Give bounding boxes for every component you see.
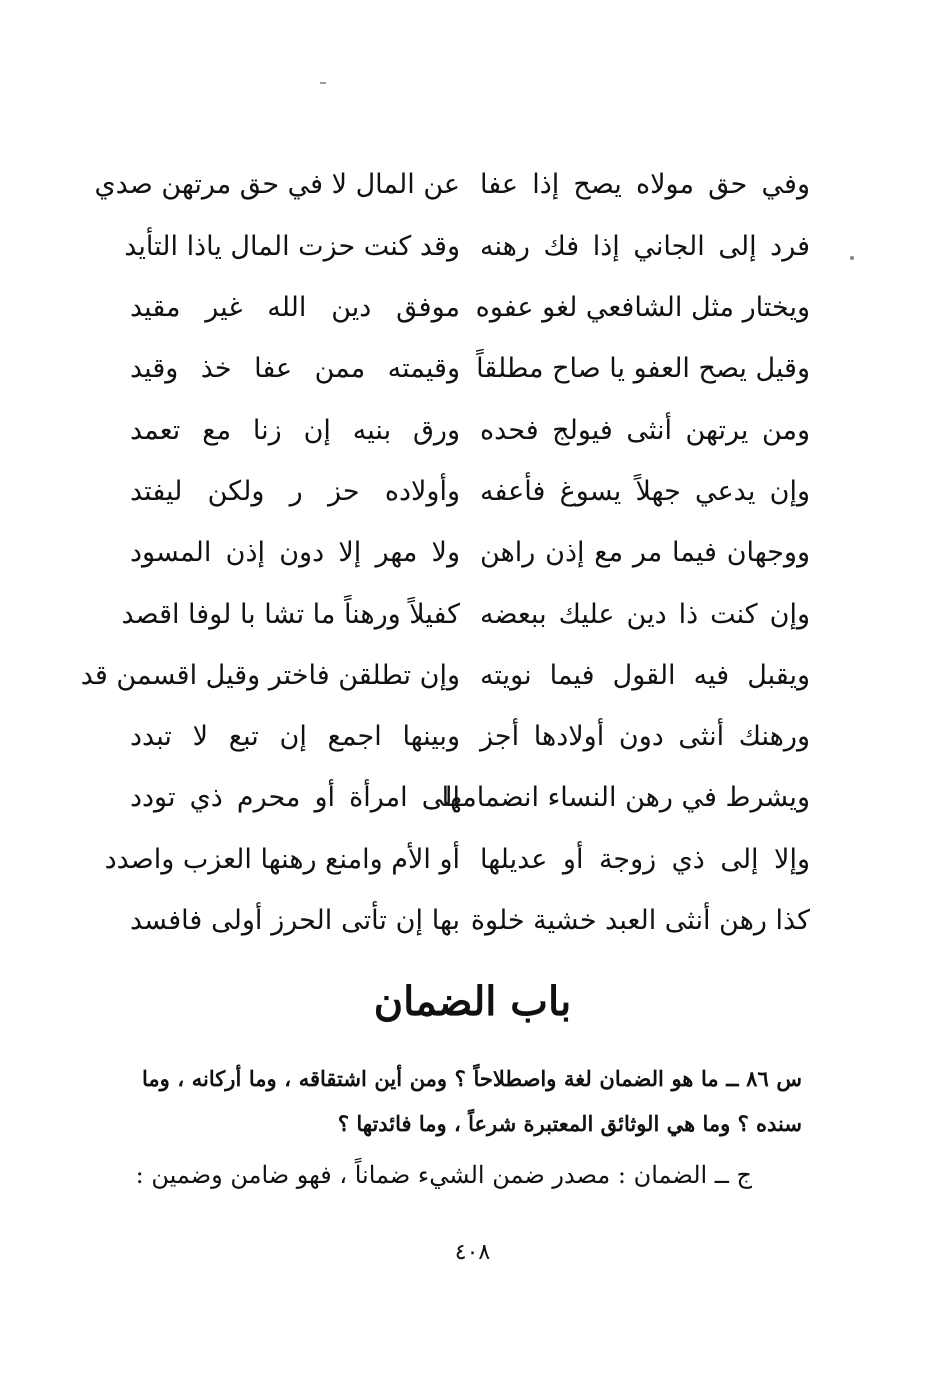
poem-verse [130, 523, 810, 584]
poem-verse [121, 584, 810, 645]
poem-verse [94, 155, 810, 216]
verse-first-hemistich: ورهنك أنثى دون أولادها أجز [480, 721, 810, 753]
verse-first-hemistich: وفي حق مولاه يصح إذا عفا [480, 169, 810, 201]
verse-second-hemistich: أو الأم وامنع رهنها العزب واصدد [104, 843, 460, 875]
poem-block [80, 155, 810, 952]
poem-verse [130, 339, 810, 400]
verse-second-hemistich: وقد كنت حزت المال ياذا التأيد [124, 230, 460, 262]
verse-second-hemistich: كفيلاً ورهناً ما تشا با لوفا اقصد [121, 598, 460, 630]
poem-verse [124, 216, 810, 277]
chapter-title: باب الضمان [373, 978, 572, 1025]
poem-verse [130, 707, 810, 768]
verse-first-hemistich: كذا رهن أنثى العبد خشية خلوة [470, 905, 810, 937]
verse-first-hemistich: وقيل يصح العفو يا صاح مطلقاً [476, 353, 810, 385]
poem-verse [104, 829, 810, 890]
verse-first-hemistich: فرد إلى الجاني إذا فك رهنه [480, 230, 810, 262]
verse-first-hemistich: وإلا إلى ذي زوجة أو عديلها [480, 843, 810, 875]
poem-verse [80, 645, 810, 706]
verse-first-hemistich: وإن كنت ذا دين عليك ببعضه [480, 598, 810, 630]
verse-second-hemistich: وبينها اجمع إن تبع لا تبدد [130, 721, 460, 753]
poem-verse [130, 461, 810, 522]
page-number: ٤٠٨ [454, 1240, 491, 1265]
verse-second-hemistich: وقيمته ممن عفا خذ وقيد [130, 353, 460, 385]
verse-first-hemistich: ووجهان فيما مر مع إذن راهن [480, 537, 810, 569]
question-paragraph: س ٨٦ ــ ما هو الضمان لغة واصطلاحاً ؟ ومن أين اشتقاقه ، وما أركانه ، وما سنده ؟ وما هي الوثائق المعتبرة شرعاً ، وما فائدتها ؟ [142, 1066, 802, 1136]
verse-second-hemistich: عن المال لا في حق مرتهن صدي [94, 169, 460, 201]
verse-second-hemistich: بها إن تأتى الحرز أولى فافسد [130, 905, 460, 937]
print-speck [850, 256, 854, 260]
verse-second-hemistich: وإن تطلقن فاختر وقيل اقسمن قد [80, 659, 460, 691]
poem-verse [130, 768, 810, 829]
verse-second-hemistich: وأولاده حز ر ولكن ليفتد [130, 475, 460, 507]
verse-first-hemistich: ويقبل فيه القول فيما نويته [480, 659, 810, 691]
verse-first-hemistich: وإن يدعي جهلاً يسوغ فأعفه [480, 475, 810, 507]
verse-second-hemistich: إلى امرأة أو محرم ذي تودد [130, 782, 460, 814]
verse-second-hemistich: ولا مهر إلا دون إذن المسود [130, 537, 460, 569]
verse-second-hemistich: موفق دين الله غير مقيد [130, 292, 460, 324]
poem-verse [130, 400, 810, 461]
verse-second-hemistich: ورق بنيه إن زنا مع تعمد [130, 414, 460, 446]
poem-verse [130, 891, 810, 952]
print-speck [320, 82, 326, 84]
answer-paragraph: ج ــ الضمان : مصدر ضمن الشيء ضماناً ، فهو ضامن وضمين : [135, 1161, 752, 1189]
verse-first-hemistich: ويختار مثل الشافعي لغو عفوه [475, 292, 810, 324]
verse-first-hemistich: ويشرط في رهن النساء انضمامها [441, 782, 810, 814]
verse-first-hemistich: ومن يرتهن أنثى فيولج فحده [480, 414, 810, 446]
poem-verse [130, 278, 810, 339]
